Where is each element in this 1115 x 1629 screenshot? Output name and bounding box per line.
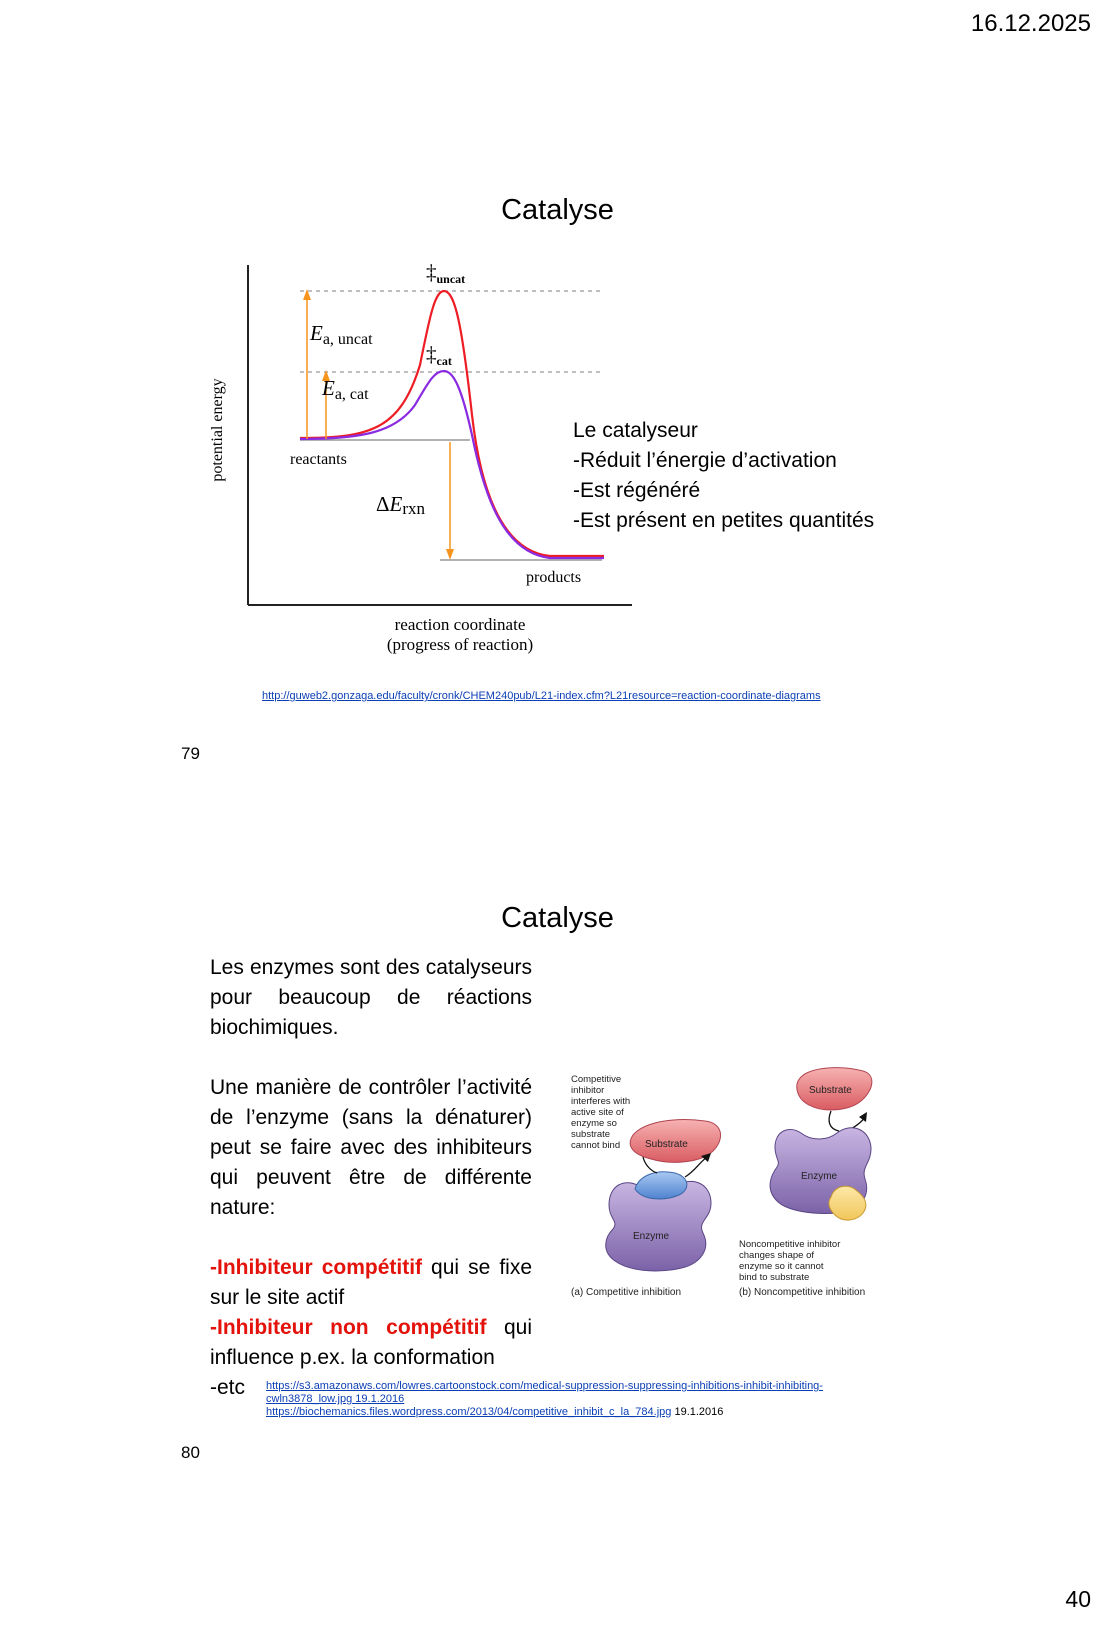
- slide-79-title: Catalyse: [501, 194, 614, 226]
- ts-cat-label: ‡cat: [426, 342, 452, 368]
- source-link-biochemanics[interactable]: https://biochemanics.files.wordpress.com/2013/04/competitive_inhibit_c_la_784.jpg: [266, 1406, 672, 1418]
- slide-number-80: 80: [181, 1443, 200, 1462]
- etc-item: -etc: [210, 1376, 246, 1399]
- y-axis-label: potential energy: [209, 378, 226, 482]
- ea-cat-label: Ea, cat: [322, 376, 369, 403]
- svg-text:Enzyme: Enzyme: [801, 1171, 838, 1182]
- source-link-slide-79[interactable]: http://guweb2.gonzaga.edu/faculty/cronk/CHEM240pub/L21-index.cfm?L21resource=reaction-coordinate-diagrams: [262, 690, 821, 702]
- noncompetitive-item: -Inhibiteur non compétitif qui influence p.ex. la conformation: [210, 1316, 532, 1369]
- slide-number-79: 79: [181, 744, 200, 763]
- svg-text:Substrate: Substrate: [645, 1139, 688, 1150]
- delta-e-arrow: [446, 549, 454, 560]
- catalyst-point: -Est présent en petites quantités: [573, 509, 875, 532]
- svg-text:Substrate: Substrate: [809, 1085, 852, 1096]
- competitive-item: -Inhibiteur compétitif qui se fixe sur le site actif: [210, 1256, 533, 1309]
- ts-uncat-label: ‡uncat: [426, 260, 466, 286]
- reactants-label: reactants: [290, 451, 347, 468]
- svg-text:Enzyme: Enzyme: [633, 1231, 670, 1242]
- caption-noncompetitive: (b) Noncompetitive inhibition: [739, 1287, 866, 1298]
- enzymes-paragraph: Les enzymes sont des catalyseurs pour beaucoup de réactions biochimiques.: [210, 956, 532, 1039]
- ea-uncat-label: Ea, uncat: [310, 321, 373, 348]
- source-date: 19.1.2016: [671, 1406, 724, 1418]
- x-axis-label-line1: reaction coordinate: [394, 615, 526, 634]
- page-date: 16.12.2025: [970, 10, 1091, 37]
- competitive-inhibitor: [635, 1172, 687, 1199]
- catalyst-point: -Réduit l’énergie d’activation: [573, 449, 837, 472]
- noncompetitive-note: Noncompetitive inhibitor changes shape of enzyme so it cannot bind to substrate: [739, 1239, 841, 1283]
- slide-80-title: Catalyse: [501, 902, 614, 934]
- delta-e-label: ΔErxn: [376, 492, 426, 518]
- catalyst-point: -Est régénéré: [573, 479, 701, 502]
- enzyme-text: [210, 953, 532, 1403]
- catalyst-points: [573, 416, 874, 536]
- products-label: products: [526, 569, 582, 586]
- page-number: 40: [1065, 1586, 1091, 1612]
- competitive-note: Competitive inhibitor interferes with active site of enzyme so substrate cannot bind: [571, 1074, 631, 1151]
- catalyst-point: Le catalyseur: [573, 419, 698, 442]
- sources-slide-80: [266, 1380, 823, 1419]
- caption-competitive: (a) Competitive inhibition: [571, 1287, 682, 1298]
- source-link-cartoonstock[interactable]: https://s3.amazonaws.com/lowres.cartoonstock.com/medical-suppression-suppressing-inhibitions-inhibit-inhibiting-: [266, 1380, 823, 1392]
- enzyme-inhibition-figure: [565, 1065, 910, 1327]
- source-link-cartoonstock-cont[interactable]: cwln3878_low.jpg 19.1.2016: [266, 1393, 405, 1405]
- inhibitors-paragraph: Une manière de contrôler l’activité de l’enzyme (sans la dénaturer) peut se faire avec des inhibiteurs qui peuvent être de différente nature:: [210, 1076, 532, 1219]
- x-axis-label-line2: (progress of reaction): [386, 635, 534, 654]
